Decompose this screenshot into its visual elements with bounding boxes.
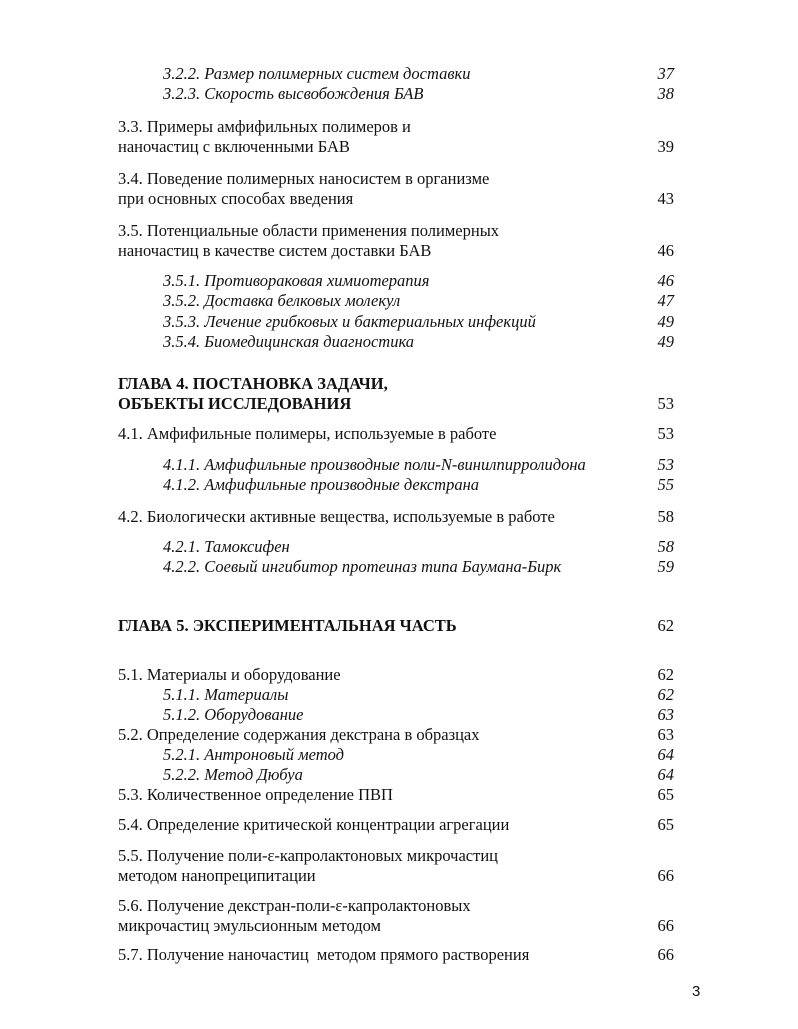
toc-entry-title: методом нанопреципитации — [118, 866, 316, 885]
toc-entry-page-number: 66 — [657, 945, 674, 964]
toc-entry-section[interactable] — [118, 169, 674, 209]
toc-entry-section[interactable] — [118, 896, 674, 936]
page-number: 3 — [692, 983, 701, 1000]
toc-entry-sub[interactable] — [163, 745, 674, 765]
toc-entry-title: 4.2.1. Тамоксифен — [163, 537, 290, 556]
toc-entry-page-number: 39 — [657, 137, 674, 156]
toc-entry-section[interactable] — [118, 117, 674, 157]
toc-entry-title: 3.3. Примеры амфифильных полимеров и — [118, 117, 411, 136]
toc-entry-section[interactable] — [118, 945, 674, 965]
toc-entry-title: 4.1.2. Амфифильные производные декстрана — [163, 475, 480, 494]
toc-entry-title: 3.5.4. Биомедицинская диагностика — [163, 332, 415, 351]
toc-entry-page-number: 53 — [657, 394, 674, 413]
toc-entry-page-number: 59 — [657, 557, 674, 576]
toc-entry-title: при основных способах введения — [118, 189, 354, 208]
toc-entry-title: наночастиц с включенными БАВ — [118, 137, 350, 156]
toc-entry-page-number: 43 — [657, 189, 674, 208]
toc-entry-title: 3.2.2. Размер полимерных систем доставки — [163, 64, 471, 83]
toc-entry-section[interactable] — [118, 846, 674, 886]
toc-entry-title: микрочастиц эмульсионным методом — [118, 916, 381, 935]
toc-entry-title: 4.2. Биологически активные вещества, используемые в работе — [118, 507, 555, 526]
toc-entry-title: 5.6. Получение декстран-поли-ε-капролактоновых — [118, 896, 471, 915]
toc-entry-title: 5.1. Материалы и оборудование — [118, 665, 341, 684]
toc-entry-sub[interactable] — [163, 705, 674, 725]
toc-entry-sub[interactable] — [163, 475, 674, 495]
toc-entry-sub[interactable] — [163, 537, 674, 557]
toc-entry-title: наночастиц в качестве систем доставки БАВ — [118, 241, 432, 260]
toc-entry-sub[interactable] — [163, 332, 674, 352]
toc-entry-page-number: 53 — [657, 455, 674, 474]
toc-entry-section[interactable] — [118, 725, 674, 745]
toc-entry-page-number: 64 — [657, 765, 674, 784]
toc-entry-title: ОБЪЕКТЫ ИССЛЕДОВАНИЯ — [118, 394, 352, 413]
toc-entry-title: ГЛАВА 5. ЭКСПЕРИМЕНТАЛЬНАЯ ЧАСТЬ — [118, 616, 457, 635]
toc-entry-title: 5.5. Получение поли-ε-капролактоновых микрочастиц — [118, 846, 498, 865]
toc-entry-page-number: 58 — [657, 507, 674, 526]
toc-entry-sub[interactable] — [163, 557, 674, 577]
toc-entry-title: 3.5.3. Лечение грибковых и бактериальных инфекций — [163, 312, 536, 331]
toc-entry-chapter[interactable] — [118, 616, 674, 636]
toc-entry-title: 3.5. Потенциальные области применения полимерных — [118, 221, 500, 240]
toc-entry-sub[interactable] — [163, 84, 674, 104]
toc-entry-page-number: 62 — [657, 665, 674, 684]
toc-entry-title: 3.2.3. Скорость высвобождения БАВ — [163, 84, 424, 103]
toc-entry-title: 3.5.2. Доставка белковых молекул — [163, 291, 401, 310]
toc-entry-chapter[interactable] — [118, 374, 674, 414]
toc-entry-page-number: 62 — [657, 685, 674, 704]
toc-entry-page-number: 55 — [657, 475, 674, 494]
toc-entry-section[interactable] — [118, 507, 674, 527]
toc-entry-sub[interactable] — [163, 271, 674, 291]
toc-entry-title: 5.2.1. Антроновый метод — [163, 745, 345, 764]
toc-entry-page-number: 47 — [657, 291, 674, 310]
toc-entry-section[interactable] — [118, 424, 674, 444]
toc-entry-page-number: 58 — [657, 537, 674, 556]
toc-entry-title: ГЛАВА 4. ПОСТАНОВКА ЗАДАЧИ, — [118, 374, 388, 393]
toc-entry-title: 5.4. Определение критической концентрации агрегации — [118, 815, 510, 834]
toc-entry-sub[interactable] — [163, 312, 674, 332]
toc-entry-title: 4.1. Амфифильные полимеры, используемые в работе — [118, 424, 497, 443]
toc-entry-sub[interactable] — [163, 64, 674, 84]
toc-entry-section[interactable] — [118, 815, 674, 835]
toc-entry-sub[interactable] — [163, 291, 674, 311]
toc-entry-sub[interactable] — [163, 455, 674, 475]
toc-entry-page-number: 46 — [657, 271, 674, 290]
toc-entry-page-number: 62 — [657, 616, 674, 635]
toc-entry-title: 5.7. Получение наночастиц методом прямого растворения — [118, 945, 530, 964]
toc-entry-section[interactable] — [118, 665, 674, 685]
toc-entry-page-number: 64 — [657, 745, 674, 764]
toc-entry-sub[interactable] — [163, 685, 674, 705]
toc-entry-page-number: 63 — [657, 725, 674, 744]
toc-entry-section[interactable] — [118, 221, 674, 261]
toc-entry-page-number: 49 — [657, 312, 674, 331]
toc-entry-title: 5.1.1. Материалы — [163, 685, 289, 704]
toc-entry-title: 4.2.2. Соевый ингибитор протеиназ типа Баумана-Бирк — [163, 557, 562, 576]
toc-entry-page-number: 46 — [657, 241, 674, 260]
toc-entry-title: 3.5.1. Противораковая химиотерапия — [163, 271, 430, 290]
toc-entry-title: 5.3. Количественное определение ПВП — [118, 785, 393, 804]
toc-entry-page-number: 63 — [657, 705, 674, 724]
toc-entry-sub[interactable] — [163, 765, 674, 785]
toc-entry-title: 4.1.1. Амфифильные производные поли-N-винилпирролидона — [163, 455, 586, 474]
toc-entry-page-number: 37 — [657, 64, 674, 83]
toc-entry-title: 3.4. Поведение полимерных наносистем в организме — [118, 169, 490, 188]
toc-entry-page-number: 53 — [657, 424, 674, 443]
toc-entry-page-number: 38 — [657, 84, 674, 103]
toc-entry-page-number: 66 — [657, 916, 674, 935]
toc-entry-page-number: 65 — [657, 785, 674, 804]
toc-entry-page-number: 65 — [657, 815, 674, 834]
toc-entry-title: 5.2. Определение содержания декстрана в образцах — [118, 725, 480, 744]
toc-entry-title: 5.1.2. Оборудование — [163, 705, 304, 724]
toc-entry-page-number: 66 — [657, 866, 674, 885]
toc-entry-page-number: 49 — [657, 332, 674, 351]
toc-entry-section[interactable] — [118, 785, 674, 805]
toc-entry-title: 5.2.2. Метод Дюбуа — [163, 765, 303, 784]
